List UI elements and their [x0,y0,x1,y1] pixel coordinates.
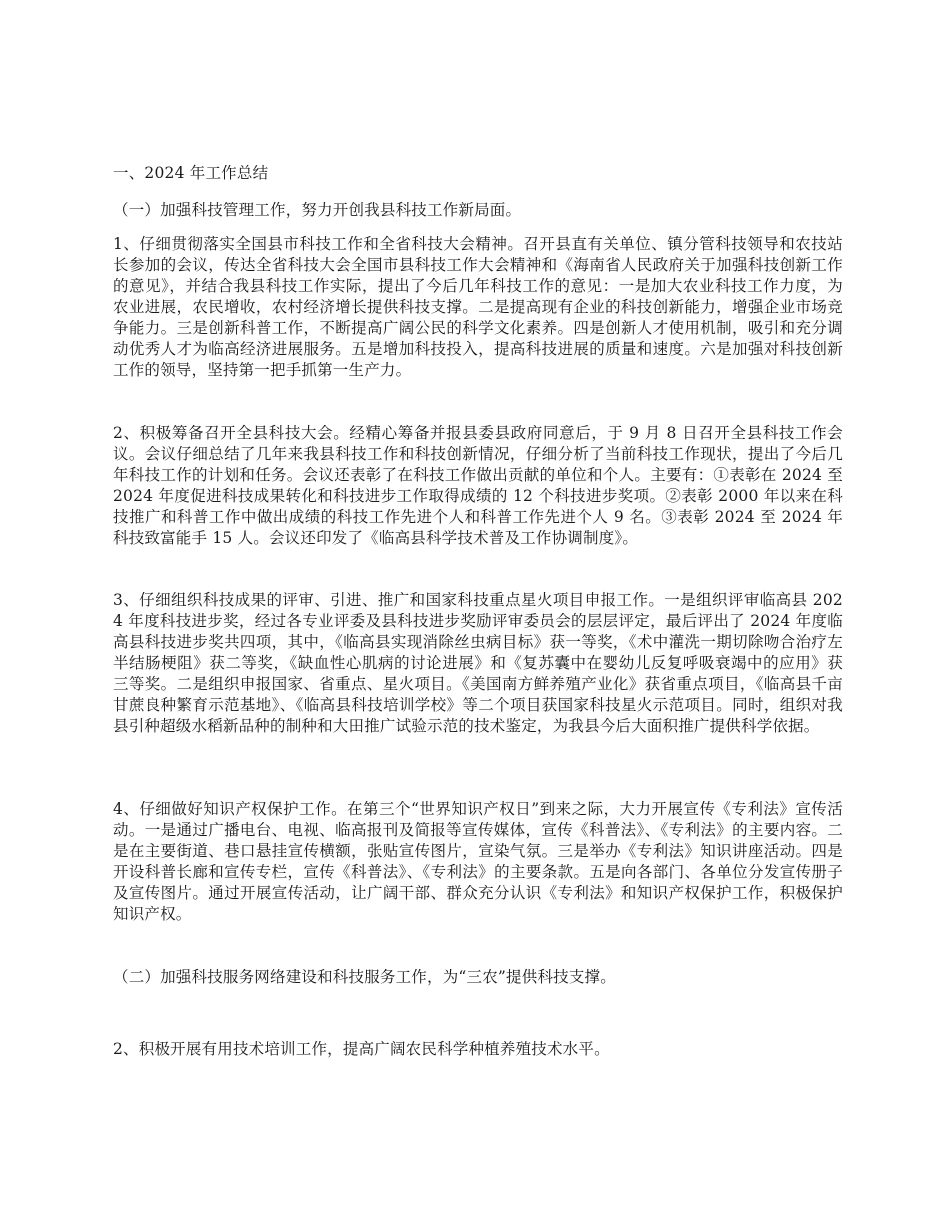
section-heading: 一、2024 年工作总结 [113,164,269,182]
paragraph-2: 2、积极筹备召开全县科技大会。经精心筹备并报县委县政府同意后，于 9 月 8 日召开全县科技工作会议。会议仔细总结了几年来我县科技工作和科技创新情况，仔细分析了当前科技工作现状，提出了今后几年科技工作的计划和任务。会议还表彰了在科技工作做出贡献的单位和个人。主要有：①表彰在 2024 至 2024 年度促进科技成果转化和科技进步工作取得成绩的 12 个科技进步奖项。②表彰 2000 年以来在科技推广和科普工作中做出成绩的科技工作先进个人和科普工作先进个人 9 名。③表彰 2024 至 2024 年科技致富能手 15 人。会议还印发了《临高县科学技术普及工作协调制度》。 [113,424,843,547]
subsection-title-1: （一）加强科技管理工作，努力开创我县科技工作新局面。 [113,201,522,219]
paragraph-1: 1、仔细贯彻落实全国县市科技工作和全省科技大会精神。召开县直有关单位、镇分管科技领导和农技站长参加的会议，传达全省科技大会全国市县科技工作大会精神和《海南省人民政府关于加强科技创新工作的意见》，并结合我县科技工作实际，提出了今后几年科技工作的意见：一是加大农业科技工作力度，为农业进展，农民增收，农村经济增长提供科技支撑。二是提高现有企业的科技创新能力，增强企业市场竞争能力。三是创新科普工作，不断提高广阔公民的科学文化素养。四是创新人才使用机制，吸引和充分调动优秀人才为临高经济进展服务。五是增加科技投入，提高科技进展的质量和速度。六是加强对科技创新工作的领导，坚持第一把手抓第一生产力。 [113,235,843,379]
paragraph-4: 4、仔细做好知识产权保护工作。在第三个“世界知识产权日”到来之际，大力开展宣传《专利法》宣传活动。一是通过广播电台、电视、临高报刊及简报等宣传媒体，宣传《科普法》、《专利法》的主要内容。二是在主要街道、巷口悬挂宣传横额，张贴宣传图片，宣染气氛。三是举办《专利法》知识讲座活动。四是开设科普长廊和宣传专栏，宣传《科普法》、《专利法》的主要条款。五是向各部门、各单位分发宣传册子及宣传图片。通过开展宣传活动，让广阔干部、群众充分认识《专利法》和知识产权保护工作，积极保护知识产权。 [113,800,843,923]
subsection-title-2: （二）加强科技服务网络建设和科技服务工作，为“三农”提供科技支撑。 [113,968,616,986]
paragraph-last: 2、积极开展有用技术培训工作，提高广阔农民科学种植养殖技术水平。 [113,1040,610,1058]
paragraph-3: 3、仔细组织科技成果的评审、引进、推广和国家科技重点星火项目申报工作。一是组织评审临高县 2024 年度科技进步奖，经过各专业评委及县科技进步奖励评审委员会的层层评定，最后评出了 2024 年度临高县科技进步奖共四项，其中，《临高县实现消除丝虫病目标》获一等奖，《术中灌洗一期切除吻合治疗左半结肠梗阻》获二等奖，《缺血性心肌病的讨论进展》和《复苏囊中在婴幼儿反复呼吸衰竭中的应用》获三等奖。二是组织申报国家、省重点、星火项目。《美国南方鲜养殖产业化》获省重点项目，《临高县千亩甘蔗良种繁育示范基地》、《临高县科技培训学校》等二个项目获国家科技星火示范项目。同时，组织对我县引种超级水稻新品种的制种和大田推广试验示范的技术鉴定，为我县今后大面积推广提供科学依据。 [113,591,843,735]
